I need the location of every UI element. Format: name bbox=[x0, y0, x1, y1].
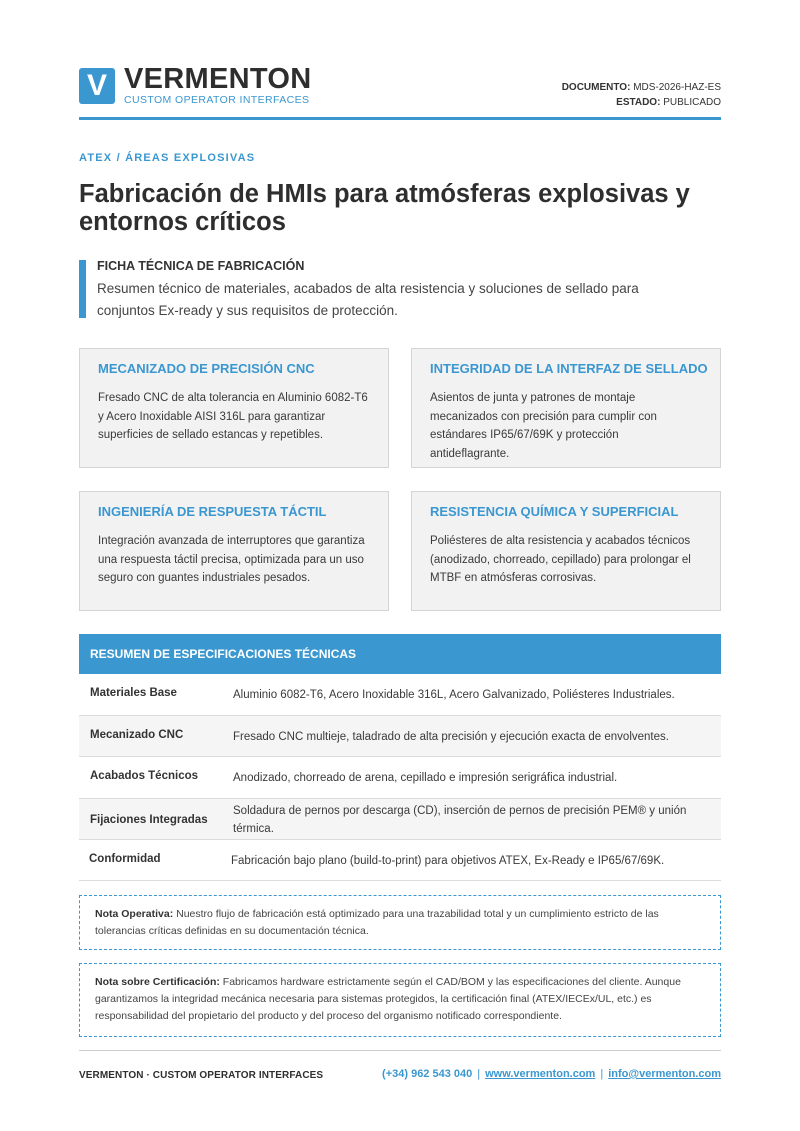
footer-divider bbox=[79, 1050, 721, 1051]
spec-table-heading: RESUMEN DE ESPECIFICACIONES TÉCNICAS bbox=[79, 634, 721, 674]
card-title: MECANIZADO DE PRECISIÓN CNC bbox=[98, 361, 315, 376]
card-title: RESISTENCIA QUÍMICA Y SUPERFICIAL bbox=[430, 504, 679, 519]
certification-note bbox=[79, 963, 721, 1037]
card-title: INGENIERÍA DE RESPUESTA TÁCTIL bbox=[98, 504, 327, 519]
spec-value: Soldadura de pernos por descarga (CD), inserción de pernos de precisión PEM® y unión térmica. bbox=[233, 805, 687, 835]
brand-tagline: CUSTOM OPERATOR INTERFACES bbox=[124, 94, 310, 106]
summary-accent-bar bbox=[79, 260, 86, 318]
table-row bbox=[79, 757, 721, 799]
header-divider bbox=[79, 117, 721, 120]
spec-value: Fresado CNC multieje, taladrado de alta precisión y ejecución exacta de envolventes. bbox=[233, 731, 669, 743]
spec-label: Conformidad bbox=[89, 853, 161, 865]
footer-email-link[interactable]: info@vermenton.com bbox=[608, 1068, 721, 1080]
footer-phone[interactable]: (+34) 962 543 040 bbox=[382, 1068, 473, 1080]
note-text: Nuestro flujo de fabricación está optimizado para una trazabilidad total y un cumplimiento estricto de las tolerancias críticas definidas en su documentación técnica. bbox=[95, 908, 659, 937]
card-text: Poliésteres de alta resistencia y acabados técnicos (anodizado, chorreado, cepillado) para prolongar el MTBF en atmósferas corrosivas. bbox=[430, 535, 691, 584]
operational-note bbox=[79, 895, 721, 950]
document-status-value: PUBLICADO bbox=[663, 97, 721, 108]
spec-label: Materiales Base bbox=[90, 687, 177, 699]
note-label: Nota sobre Certificación: bbox=[95, 976, 220, 988]
document-id bbox=[562, 80, 721, 95]
spec-value: Aluminio 6082-T6, Acero Inoxidable 316L, Acero Galvanizado, Poliésteres Industriales. bbox=[233, 689, 675, 701]
footer-separator: | bbox=[477, 1068, 481, 1080]
table-row bbox=[79, 674, 721, 716]
category-kicker: ATEX / ÁREAS EXPLOSIVAS bbox=[79, 152, 256, 164]
table-row bbox=[79, 799, 721, 840]
brand-name: VERMENTON bbox=[124, 63, 312, 95]
spec-value: Fabricación bajo plano (build-to-print) para objetivos ATEX, Ex-Ready e IP65/67/69K. bbox=[231, 855, 665, 867]
summary-label: FICHA TÉCNICA DE FABRICACIÓN bbox=[97, 259, 305, 273]
spec-label: Fijaciones Integradas bbox=[90, 814, 208, 826]
footer-company: VERMENTON · CUSTOM OPERATOR INTERFACES bbox=[79, 1070, 324, 1081]
document-id-value: MDS-2026-HAZ-ES bbox=[633, 82, 721, 93]
note-text: Fabricamos hardware estrictamente según el CAD/BOM y las especificaciones del cliente. Aunque garantizamos la integridad mecánica necesaria para sistemas protegidos, la certificación final (ATEX/IECEx/UL, etc.) es responsabilidad del propietario del producto y del proceso del organismo notificado correspondiente. bbox=[95, 976, 681, 1022]
footer-contacts bbox=[382, 1068, 721, 1080]
table-row bbox=[79, 840, 721, 881]
document-status bbox=[562, 95, 721, 110]
document-meta bbox=[562, 80, 721, 110]
logo-v-icon bbox=[79, 68, 115, 104]
spec-table bbox=[79, 634, 721, 881]
spec-value: Anodizado, chorreado de arena, cepillado e impresión serigráfica industrial. bbox=[233, 772, 618, 784]
feature-card-tactile bbox=[79, 491, 389, 611]
feature-card-cnc bbox=[79, 348, 389, 468]
logo-letter: V bbox=[86, 69, 107, 102]
card-text: Fresado CNC de alta tolerancia en Aluminio 6082-T6 y Acero Inoxidable AISI 316L para garantizar superficies de sellado estancas y repetibles. bbox=[98, 392, 368, 441]
spec-label: Acabados Técnicos bbox=[90, 770, 199, 782]
document-id-label: DOCUMENTO: bbox=[561, 82, 631, 93]
feature-card-sealing bbox=[411, 348, 721, 468]
note-label: Nota Operativa: bbox=[95, 908, 174, 920]
table-row bbox=[79, 716, 721, 757]
card-text: Asientos de junta y patrones de montaje mecanizados con precisión para cumplir con estándares IP65/67/69K y protección antideflagrante. bbox=[430, 392, 657, 460]
footer-separator: | bbox=[600, 1068, 604, 1080]
document-header bbox=[79, 63, 721, 108]
document-status-label: ESTADO: bbox=[616, 97, 661, 108]
summary-text: Resumen técnico de materiales, acabados de alta resistencia y soluciones de sellado para conjuntos Ex-ready y sus requisitos de protección. bbox=[97, 281, 639, 318]
page-title: Fabricación de HMIs para atmósferas explosivas y entornos críticos bbox=[79, 180, 690, 236]
footer-website-link[interactable]: www.vermenton.com bbox=[485, 1068, 596, 1080]
feature-card-chemical bbox=[411, 491, 721, 611]
spec-label: Mecanizado CNC bbox=[90, 729, 184, 741]
summary-block bbox=[79, 258, 721, 318]
card-title: INTEGRIDAD DE LA INTERFAZ DE SELLADO bbox=[430, 361, 708, 376]
card-text: Integración avanzada de interruptores que garantiza una respuesta táctil precisa, optimizada para un uso seguro con guantes industriales pesados. bbox=[98, 535, 365, 584]
